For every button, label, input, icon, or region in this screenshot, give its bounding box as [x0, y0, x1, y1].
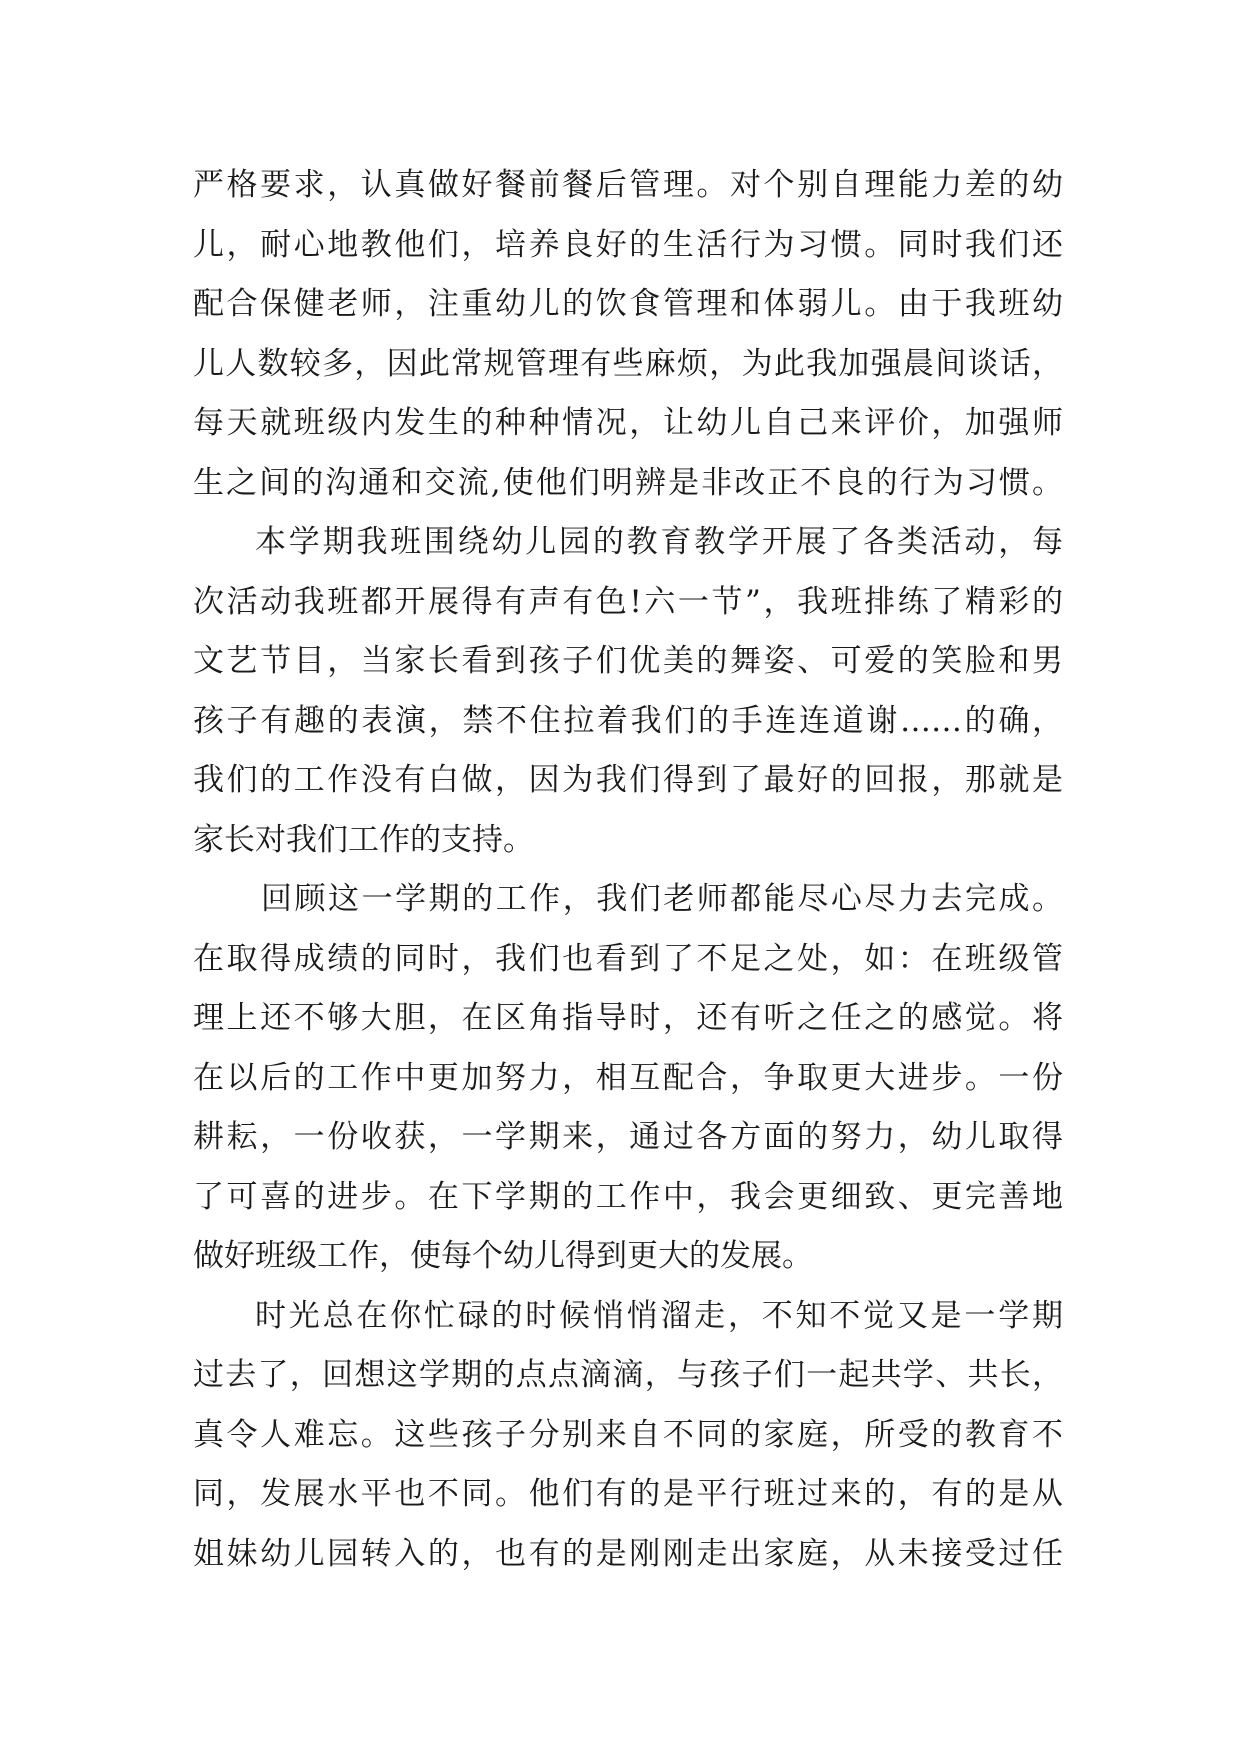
text-line: 每天就班级内发生的种种情况，让幼儿自己来评价，加强师 — [193, 405, 1063, 441]
text-line: 理上还不够大胆，在区角指导时，还有听之任之的感觉。将 — [193, 1000, 1063, 1036]
text-line: 做好班级工作，使每个幼儿得到更大的发展。 — [193, 1238, 813, 1274]
text-line: 过去了，回想这学期的点点滴滴，与孩子们一起共学、共长， — [193, 1357, 1063, 1393]
text-line: 孩子有趣的表演，禁不住拉着我们的手连连道谢……的确， — [193, 702, 1063, 739]
text-line: 儿人数较多，因此常规管理有些麻烦，为此我加强晨间谈话， — [193, 345, 1063, 382]
text-line: 了可喜的进步。在下学期的工作中，我会更细致、更完善地 — [193, 1178, 1063, 1215]
text-line: 次活动我班都开展得有声有色!六一节”，我班排练了精彩的 — [193, 583, 1063, 620]
text-line: 真令人难忘。这些孩子分别来自不同的家庭，所受的教育不 — [193, 1416, 1063, 1453]
text-line: 在取得成绩的同时，我们也看到了不足之处，如：在班级管 — [193, 940, 1063, 977]
text-line: 同，发展水平也不同。他们有的是平行班过来的，有的是从 — [193, 1476, 1063, 1512]
text-line: 姐妹幼儿园转入的，也有的是刚刚走出家庭，从未接受过任 — [193, 1535, 1063, 1572]
paragraph-first-line: 本学期我班围绕幼儿园的教育教学开展了各类活动，每 — [255, 524, 1063, 560]
text-line: 生之间的沟通和交流,使他们明辨是非改正不良的行为习惯。 — [193, 464, 1063, 501]
text-line: 严格要求，认真做好餐前餐后管理。对个别自理能力差的幼 — [193, 167, 1063, 203]
text-line: 儿，耐心地教他们，培养良好的生活行为习惯。同时我们还 — [193, 226, 1063, 263]
paragraph-first-line: 回顾这一学期的工作，我们老师都能尽心尽力去完成。 — [261, 881, 1063, 917]
text-line: 家长对我们工作的支持。 — [193, 821, 534, 858]
paragraph-first-line: 时光总在你忙碌的时候悄悄溜走，不知不觉又是一学期 — [255, 1297, 1063, 1334]
text-line: 在以后的工作中更加努力，相互配合，争取更大进步。一份 — [193, 1059, 1063, 1096]
text-line: 我们的工作没有白做，因为我们得到了最好的回报，那就是 — [193, 762, 1063, 798]
text-line: 配合保健老师，注重幼儿的饮食管理和体弱儿。由于我班幼 — [193, 286, 1063, 322]
text-line: 耕耘，一份收获，一学期来，通过各方面的努力，幼儿取得 — [193, 1119, 1063, 1155]
text-line: 文艺节目，当家长看到孩子们优美的舞姿、可爱的笑脸和男 — [193, 643, 1063, 679]
body-text — [193, 156, 1063, 1584]
